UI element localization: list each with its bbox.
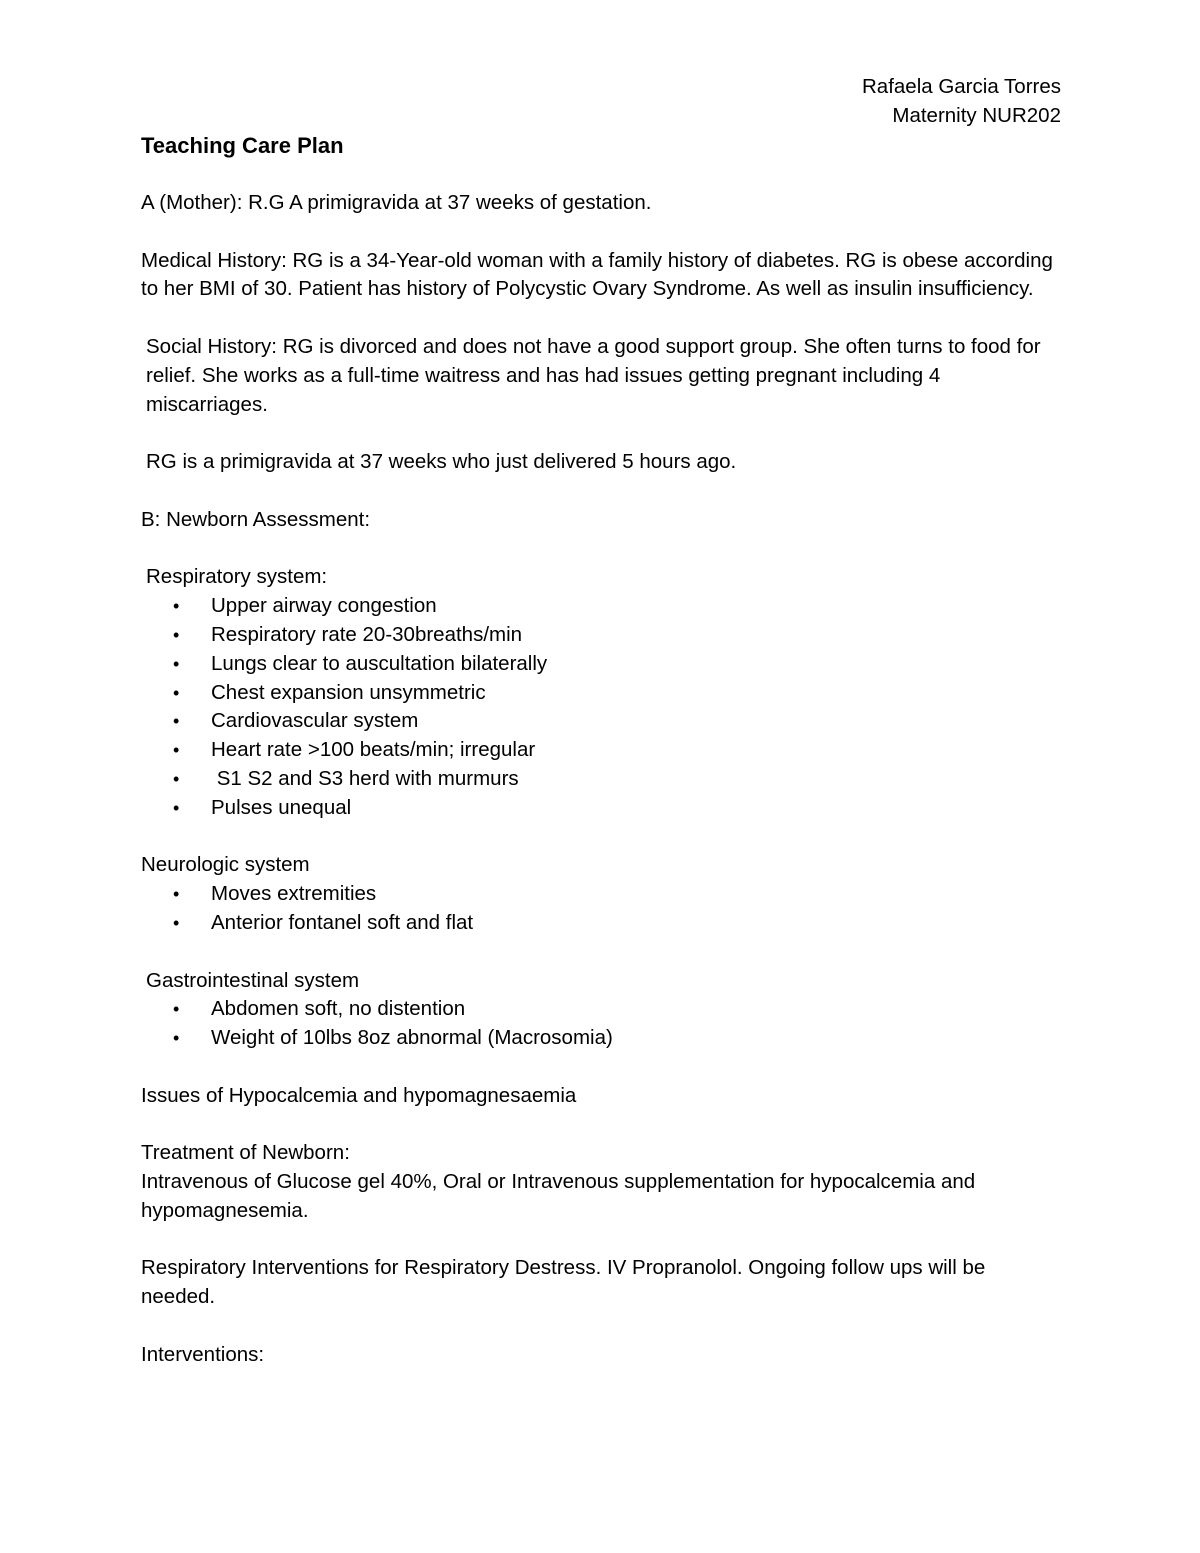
bullet-icon: •	[173, 999, 180, 1020]
newborn-assessment-heading: B: Newborn Assessment:	[141, 507, 371, 531]
list-item: • Weight of 10lbs 8oz abnormal (Macrosomia)	[141, 1024, 1061, 1053]
bullet-icon: •	[173, 653, 180, 674]
list-item: • Cardiovascular system	[141, 707, 1061, 736]
respiratory-heading: Respiratory system:	[146, 565, 328, 589]
gastrointestinal-list	[141, 995, 1061, 1053]
document-body	[141, 72, 1061, 1398]
list-item: • Lungs clear to auscultation bilaterally	[141, 650, 1061, 679]
list-item: • S1 S2 and S3 herd with murmurs	[141, 765, 1061, 794]
list-item: • Chest expansion unsymmetric	[141, 679, 1061, 708]
treatment-heading: Treatment of Newborn:	[141, 1141, 350, 1165]
bullet-icon: •	[173, 768, 180, 789]
bullet-icon: •	[173, 596, 180, 617]
list-item: • Respiratory rate 20-30breaths/min	[141, 621, 1061, 650]
bullet-icon: •	[173, 912, 180, 933]
gastrointestinal-heading: Gastrointestinal system	[146, 968, 360, 992]
respiratory-list	[141, 592, 1061, 822]
bullet-icon: •	[173, 1028, 180, 1049]
delivery-note: RG is a primigravida at 37 weeks who just delivered 5 hours ago.	[146, 450, 737, 474]
bullet-icon: •	[173, 682, 180, 703]
bullet-icon: •	[173, 740, 180, 761]
mother-info: A (Mother): R.G A primigravida at 37 weeks of gestation.	[141, 191, 652, 214]
list-item: • Pulses unequal	[141, 794, 1061, 823]
social-history: Social History: RG is divorced and does not have a good support group. She often turns to food for relief. She works as a full-time waitress and has had issues getting pregnant including 4 miscarriages.	[146, 334, 1041, 416]
bullet-icon: •	[173, 711, 180, 732]
neurologic-heading: Neurologic system	[141, 853, 310, 877]
list-item: • Moves extremities	[141, 880, 1061, 909]
medical-history: Medical History: RG is a 34-Year-old woman with a family history of diabetes. RG is obese according to her BMI of 30. Patient has history of Polycystic Ovary Syndrome. As well as insulin insufficiency.	[141, 248, 1053, 301]
respiratory-interventions: Respiratory Interventions for Respiratory Destress. IV Propranolol. Ongoing follow ups will be needed.	[141, 1256, 986, 1309]
issues-text: Issues of Hypocalcemia and hypomagnesaemia	[141, 1083, 577, 1107]
list-item: • Anterior fontanel soft and flat	[141, 909, 1061, 938]
document-header	[141, 72, 1061, 130]
interventions-heading: Interventions:	[141, 1342, 265, 1366]
course-name: Maternity NUR202	[892, 104, 1061, 127]
treatment-text: Intravenous of Glucose gel 40%, Oral or Intravenous supplementation for hypocalcemia and hypomagnesemia.	[141, 1170, 976, 1222]
list-item: • Heart rate >100 beats/min; irregular	[141, 736, 1061, 765]
bullet-icon: •	[173, 884, 180, 905]
author-name: Rafaela Garcia Torres	[861, 75, 1061, 98]
list-item: • Abdomen soft, no distention	[141, 995, 1061, 1024]
neurologic-list	[141, 880, 1061, 938]
bullet-icon: •	[173, 797, 180, 818]
list-item: • Upper airway congestion	[141, 592, 1061, 621]
bullet-icon: •	[173, 624, 180, 645]
page-title: Teaching Care Plan	[141, 133, 344, 158]
